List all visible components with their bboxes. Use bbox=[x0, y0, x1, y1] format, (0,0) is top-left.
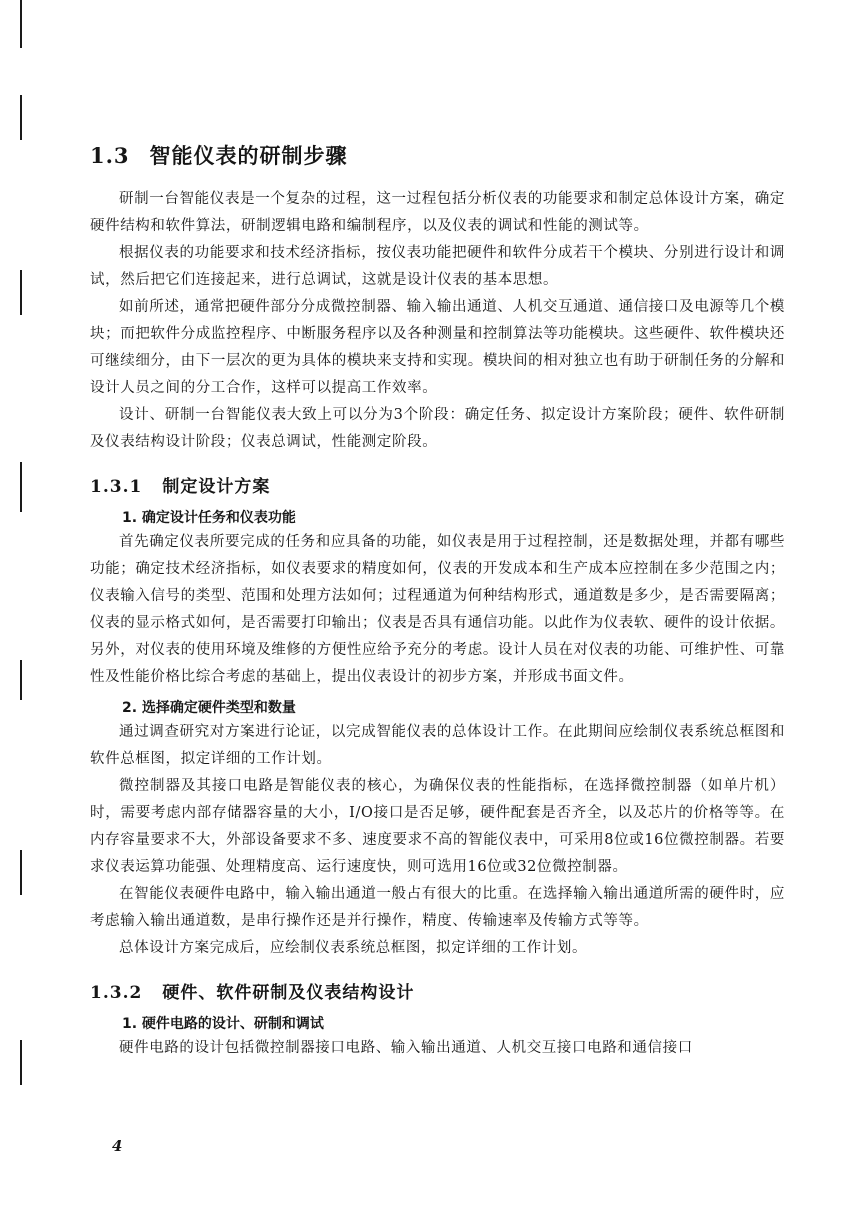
paragraph: 微控制器及其接口电路是智能仪表的核心，为确保仪表的性能指标，在选择微控制器（如单片机）时，需要考虑内部存储器容量的大小，I/O接口是否足够，硬件配套是否齐全，以及芯片的价格等等。在内存容量要求不大，外部设备要求不多、速度要求不高的智能仪表中，可采用8位或16位微控制器。若要求仪表运算功能强、处理精度高、运行速度快，则可选用16位或32位微控制器。 bbox=[90, 778, 785, 875]
paragraph: 硬件电路的设计包括微控制器接口电路、输入输出通道、人机交互接口电路和通信接口 bbox=[119, 1040, 693, 1056]
item-heading: 2. 选择确定硬件类型和数量 bbox=[122, 700, 296, 716]
binding-mark-1 bbox=[20, 0, 22, 48]
paragraph: 研制一台智能仪表是一个复杂的过程，这一过程包括分析仪表的功能要求和制定总体设计方案，确定硬件结构和软件算法，研制逻辑电路和编制程序，以及仪表的调试和性能的测试等。 bbox=[90, 191, 785, 234]
binding-mark-7 bbox=[20, 1040, 22, 1085]
paragraph: 在智能仪表硬件电路中，输入输出通道一般占有很大的比重。在选择输入输出通道所需的硬件时，应考虑输入输出通道数，是串行操作还是并行操作，精度、传输速率及传输方式等等。 bbox=[90, 886, 785, 929]
subsection-heading bbox=[90, 978, 785, 1003]
page-body bbox=[90, 140, 785, 1062]
page-number: 4 bbox=[112, 1137, 123, 1155]
paragraph: 总体设计方案完成后，应绘制仪表系统总框图，拟定详细的工作计划。 bbox=[119, 940, 588, 956]
subsection-title: 硬件、软件研制及仪表结构设计 bbox=[162, 983, 415, 1003]
paragraph: 设计、研制一台智能仪表大致上可以分为3个阶段：确定任务、拟定设计方案阶段；硬件、软件研制及仪表结构设计阶段；仪表总调试，性能测定阶段。 bbox=[90, 407, 785, 450]
subsection-number: 1.3.1 bbox=[90, 477, 143, 497]
subsection-title: 制定设计方案 bbox=[162, 477, 271, 497]
paragraph: 首先确定仪表所要完成的任务和应具备的功能，如仪表是用于过程控制，还是数据处理，并都有哪些功能；确定技术经济指标，如仪表要求的精度如何，仪表的开发成本和生产成本应控制在多少范围之内；仪表输入信号的类型、范围和处理方法如何；过程通道为何种结构形式，通道数是多少，是否需要隔离；仪表的显示格式如何，是否需要打印输出；仪表是否具有通信功能。以此作为仪表软、硬件的设计依据。另外，对仪表的使用环境及维修的方便性应给予充分的考虑。设计人员在对仪表的功能、可维护性、可靠性及性能价格比综合考虑的基础上，提出仪表设计的初步方案，并形成书面文件。 bbox=[90, 534, 785, 685]
item-heading: 1. 硬件电路的设计、研制和调试 bbox=[122, 1016, 324, 1032]
section-number: 1.3 bbox=[90, 143, 130, 168]
subsection-number: 1.3.2 bbox=[90, 983, 143, 1003]
binding-mark-3 bbox=[20, 270, 22, 315]
binding-mark-5 bbox=[20, 660, 22, 700]
subsection-heading bbox=[90, 472, 785, 497]
paragraph: 根据仪表的功能要求和技术经济指标，按仪表功能把硬件和软件分成若干个模块、分别进行设计和调试，然后把它们连接起来，进行总调试，这就是设计仪表的基本思想。 bbox=[90, 245, 785, 288]
item-heading: 1. 确定设计任务和仪表功能 bbox=[122, 510, 296, 526]
binding-mark-4 bbox=[20, 462, 22, 512]
binding-mark-6 bbox=[20, 850, 22, 895]
paragraph: 如前所述，通常把硬件部分分成微控制器、输入输出通道、人机交互通道、通信接口及电源等几个模块；而把软件分成监控程序、中断服务程序以及各种测量和控制算法等功能模块。这些硬件、软件模块还可继续细分，由下一层次的更为具体的模块来支持和实现。模块间的相对独立也有助于研制任务的分解和设计人员之间的分工合作，这样可以提高工作效率。 bbox=[90, 299, 785, 396]
section-title: 智能仪表的研制步骤 bbox=[149, 144, 348, 168]
paragraph: 通过调查研究对方案进行论证，以完成智能仪表的总体设计工作。在此期间应绘制仪表系统总框图和软件总框图，拟定详细的工作计划。 bbox=[90, 724, 785, 767]
binding-mark-2 bbox=[20, 95, 22, 140]
section-heading bbox=[90, 140, 785, 170]
